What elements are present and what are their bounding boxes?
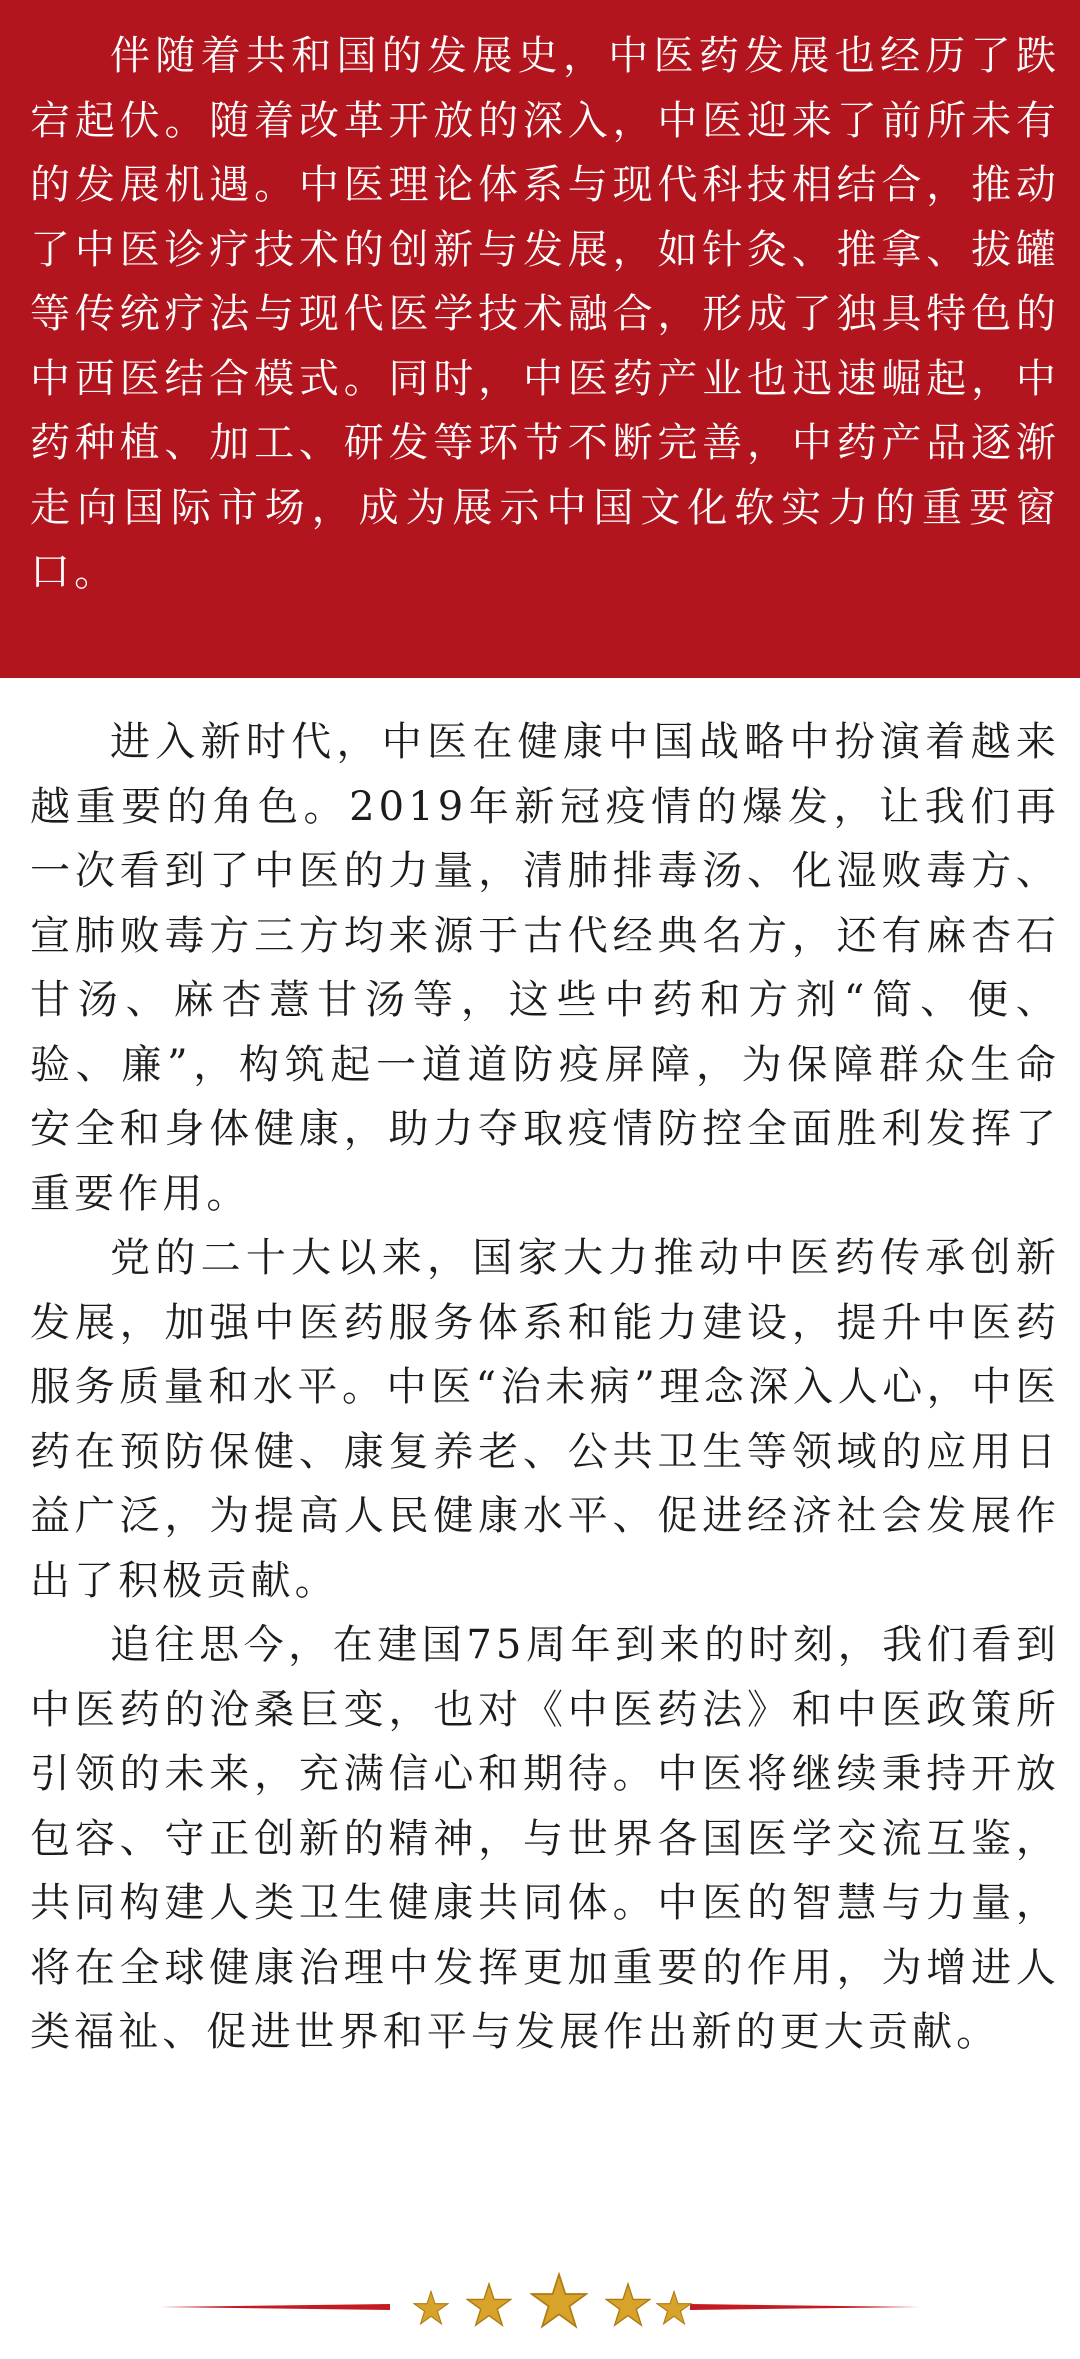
intro-paragraph: 伴随着共和国的发展史，中医药发展也经历了跌宕起伏。随着改革开放的深入，中医迎来了前所未有的发展机遇。中医理论体系与现代科技相结合，推动了中医诊疗技术的创新与发展，如针灸、推拿、拔罐等传统疗法与现代医学技术融合，形成了独具特色的中西医结合模式。同时，中医药产业也迅速崛起，中药种植、加工、研发等环节不断完善，中药产品逐渐走向国际市场，成为展示中国文化软实力的重要窗口。	[30, 33, 1060, 595]
star-icon	[413, 2290, 449, 2326]
right-divider-line	[690, 2304, 920, 2310]
star-icon	[656, 2290, 692, 2326]
star-icon	[466, 2282, 512, 2328]
article-body	[0, 710, 1080, 2065]
body-paragraph-1: 进入新时代，中医在健康中国战略中扮演着越来越重要的角色。2019年新冠疫情的爆发，让我们再一次看到了中医的力量，清肺排毒汤、化湿败毒方、宣肺败毒方三方均来源于古代经典名方，还有麻杏石甘汤、麻杏薏甘汤等，这些中药和方剂“简、便、验、廉”，构筑起一道道防疫屏障，为保障群众生命安全和身体健康，助力夺取疫情防控全面胜利发挥了重要作用。	[30, 719, 1060, 1217]
intro-red-panel	[0, 0, 1080, 678]
body-paragraph-2: 党的二十大以来，国家大力推动中医药传承创新发展，加强中医药服务体系和能力建设，提升中医药服务质量和水平。中医“治未病”理念深入人心，中医药在预防保健、康复养老、公共卫生等领域的应用日益广泛，为提高人民健康水平、促进经济社会发展作出了积极贡献。	[30, 1235, 1060, 1604]
body-paragraph-3: 追往思今，在建国75周年到来的时刻，我们看到中医药的沧桑巨变，也对《中医药法》和中医政策所引领的未来，充满信心和期待。中医将继续秉持开放包容、守正创新的精神，与世界各国医学交流互鉴，共同构建人类卫生健康共同体。中医的智慧与力量，将在全球健康治理中发挥更加重要的作用，为增进人类福祉、促进世界和平与发展作出新的更大贡献。	[30, 1622, 1060, 2055]
footer-ornament	[0, 2270, 1080, 2342]
left-divider-line	[160, 2304, 390, 2310]
star-icon	[530, 2272, 588, 2330]
star-icon	[605, 2282, 651, 2328]
